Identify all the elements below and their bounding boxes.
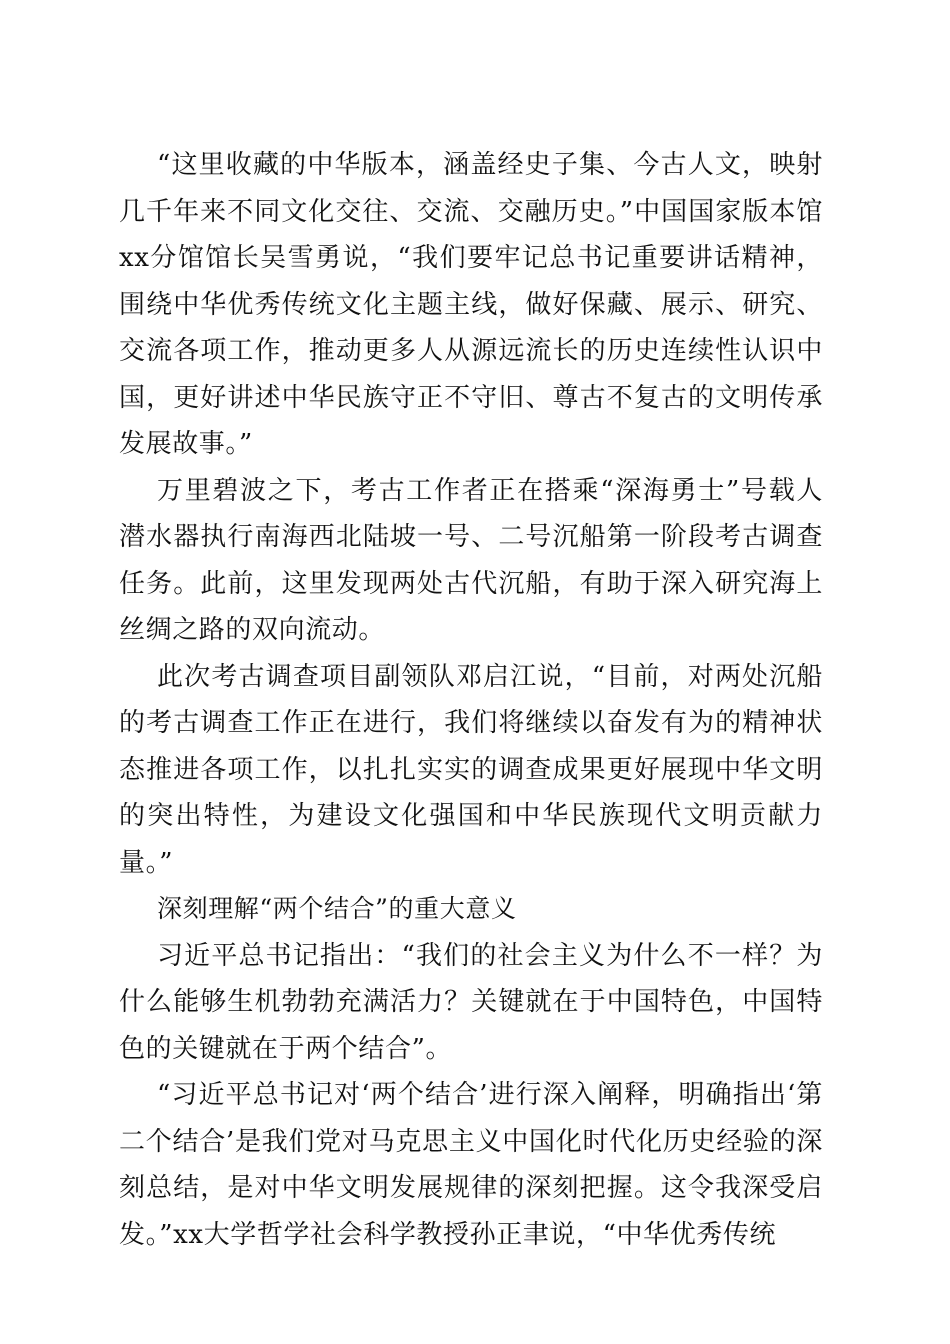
paragraph-professor-quote: “习近平总书记对‘两个结合’进行深入阐释，明确指出‘第二个结合’是我们党对马克思主义中国化时代化历史经验的深刻总结，是对中华文明发展规律的深刻把握。这令我深受启发。”xx大学哲学社会科学教授孙正聿说，“中华优秀传统 [119, 1080, 823, 1250]
paragraph-survey-leader-quote: 此次考古调查项目副领队邓启江说，“目前，对两处沉船的考古调查工作正在进行，我们将继续以奋发有为的精神状态推进各项工作，以扎扎实实的调查成果更好展现中华文明的突出特性，为建设文化强国和中华民族现代文明贡献力量。” [119, 661, 823, 878]
document-body [119, 142, 823, 1258]
paragraph-two-combinations-quote: 习近平总书记指出：“我们的社会主义为什么不一样？为什么能够生机勃勃充满活力？关键就在于中国特色，中国特色的关键就在于两个结合”。 [119, 940, 823, 1064]
paragraph-version-library: “这里收藏的中华版本，涵盖经史子集、今古人文，映射几千年来不同文化交往、交流、交融历史。”中国国家版本馆xx分馆馆长吴雪勇说，“我们要牢记总书记重要讲话精神，围绕中华优秀传统文化主题主线，做好保藏、展示、研究、交流各项工作，推动更多人从源远流长的历史连续性认识中国，更好讲述中华民族守正不守旧、尊古不复古的文明传承发展故事。” [119, 150, 823, 459]
section-heading: 深刻理解“两个结合”的重大意义 [157, 894, 517, 923]
paragraph-deep-sea-archaeology: 万里碧波之下，考古工作者正在搭乘“深海勇士”号载人潜水器执行南海西北陆坡一号、二号沉船第一阶段考古调查任务。此前，这里发现两处古代沉船，有助于深入研究海上丝绸之路的双向流动。 [119, 475, 823, 645]
